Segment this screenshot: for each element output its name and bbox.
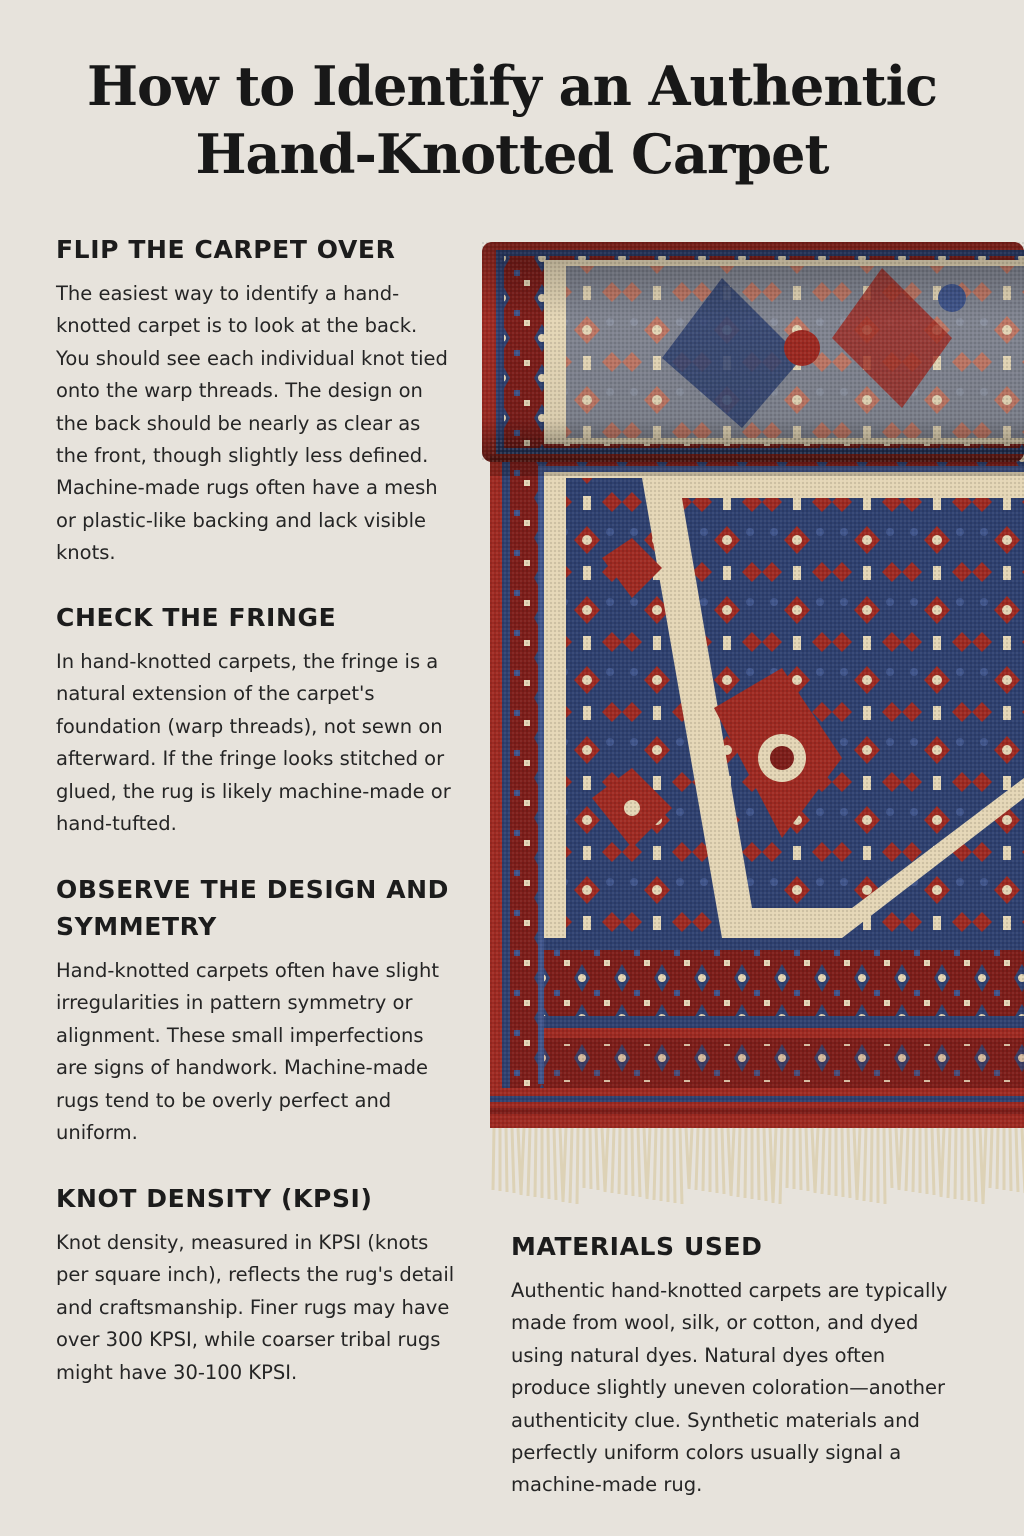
page-title-line-2: Hand-Knotted Carpet <box>195 122 829 186</box>
carpet-roll <box>482 242 1024 462</box>
section-materials-used <box>511 1228 961 1502</box>
rolled-carpet-illustration <box>482 238 1024 1208</box>
section-heading: OBSERVE THE DESIGN AND SYMMETRY <box>56 875 450 941</box>
page-title-line-1: How to Identify an Authentic <box>87 54 937 118</box>
section-heading: KNOT DENSITY (KPSI) <box>56 1184 373 1213</box>
section-design-symmetry <box>56 871 460 1149</box>
section-body: In hand-knotted carpets, the fringe is a natural extension of the carpet's foundation (warp threads), not sewn on afterward. If the fringe looks stitched or glued, the rug is likely machine-made or hand-tufted. <box>56 650 451 836</box>
page-title <box>0 52 1024 188</box>
section-knot-density <box>56 1180 456 1389</box>
section-body: Knot density, measured in KPSI (knots per square inch), reflects the rug's detail and craftsmanship. Finer rugs may have over 300 KPSI, while coarser tribal rugs might have 30-100 KPSI. <box>56 1231 455 1384</box>
section-check-fringe <box>56 599 452 840</box>
section-body: Hand-knotted carpets often have slight irregularities in pattern symmetry or alignment. These small imperfections are signs of handwork. Machine-made rugs tend to be overly perfect and uniform. <box>56 959 439 1145</box>
carpet-fringe <box>493 1128 1024 1204</box>
section-heading: FLIP THE CARPET OVER <box>56 235 396 264</box>
section-flip-carpet <box>56 231 448 570</box>
section-body: The easiest way to identify a hand-knotted carpet is to look at the back. You should see each individual knot tied onto the warp threads. The design on the back should be nearly as clear as the front, though slightly less defined. Machine-made rugs often have a mesh or plastic-like backing and lack visible knots. <box>56 282 448 565</box>
section-body: Authentic hand-knotted carpets are typically made from wool, silk, or cotton, and dyed using natural dyes. Natural dyes often produce slightly uneven coloration—another authenticity clue. Synthetic materials and perfectly uniform colors usually signal a machine-made rug. <box>511 1279 948 1497</box>
section-heading: CHECK THE FRINGE <box>56 603 337 632</box>
section-heading: MATERIALS USED <box>511 1232 763 1261</box>
